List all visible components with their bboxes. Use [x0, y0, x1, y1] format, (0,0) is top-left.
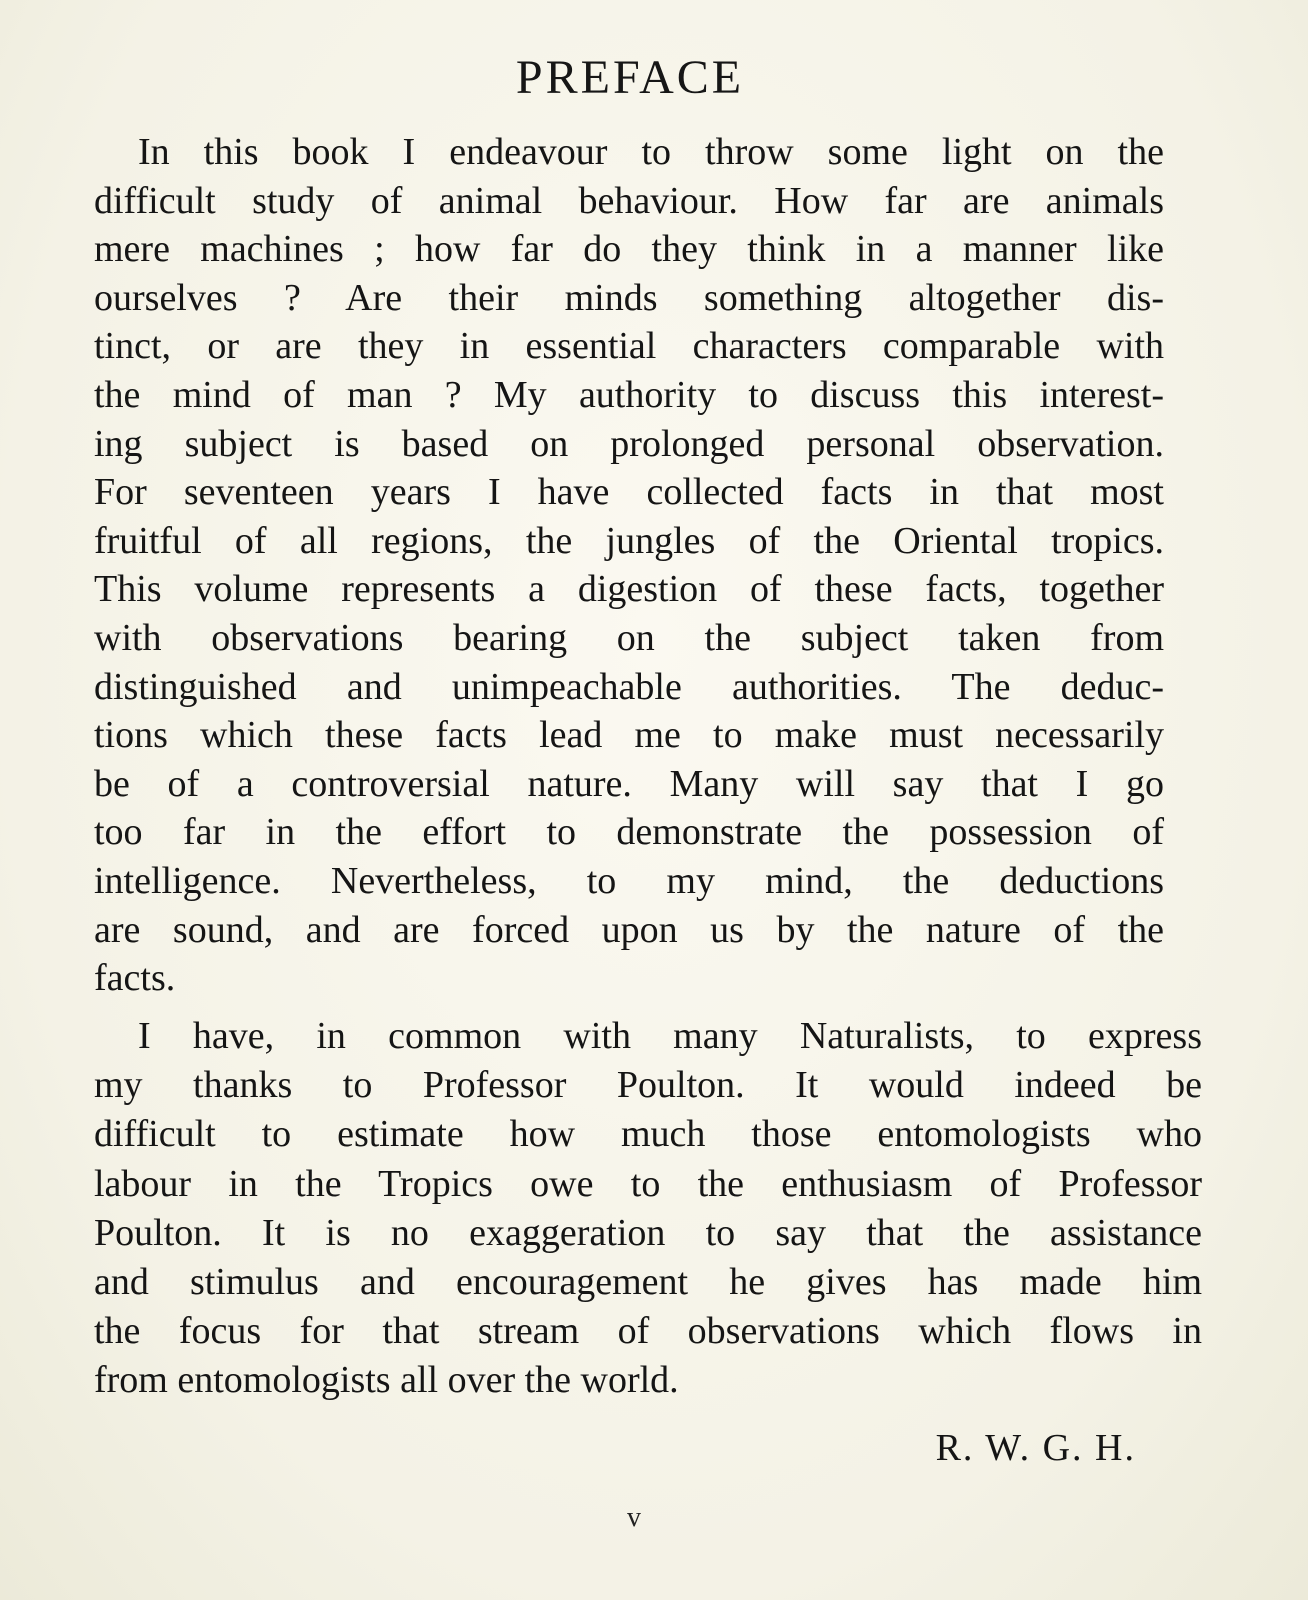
text-line: mere machines ; how far do they think in a manner like	[94, 228, 1164, 271]
author-initials: R. W. G. H.	[935, 1427, 1136, 1469]
text-line: tinct, or are they in essential characters comparable with	[94, 325, 1164, 368]
text-line: too far in the effort to demonstrate the possession of	[94, 811, 1164, 854]
text-line: ing subject is based on prolonged personal observation.	[94, 422, 1164, 465]
text-line: my thanks to Professor Poulton. It would indeed be	[94, 1064, 1202, 1107]
text-line: labour in the Tropics owe to the enthusiasm of Professor	[94, 1162, 1202, 1205]
text-line: are sound, and are forced upon us by the nature of the	[94, 908, 1164, 951]
text-line: For seventeen years I have collected facts in that most	[94, 471, 1164, 514]
text-line: from entomologists all over the world.	[94, 1359, 679, 1402]
paragraph-1	[94, 128, 1164, 1003]
text-line: ourselves ? Are their minds something altogether dis-	[94, 276, 1164, 319]
text-line: and stimulus and encouragement he gives has made him	[94, 1260, 1202, 1303]
text-line: fruitful of all regions, the jungles of the Oriental tropics.	[94, 519, 1164, 562]
text-line: be of a controversial nature. Many will say that I go	[94, 762, 1164, 805]
text-line: In this book I endeavour to throw some light on the	[138, 131, 1164, 173]
text-line: the focus for that stream of observations which flows in	[94, 1310, 1202, 1353]
text-line: I have, in common with many Naturalists, to express	[138, 1015, 1202, 1057]
text-line: facts.	[94, 957, 176, 1000]
text-line: difficult to estimate how much those entomologists who	[94, 1113, 1202, 1156]
text-line: tions which these facts lead me to make must necessarily	[94, 714, 1164, 757]
text-line: intelligence. Nevertheless, to my mind, the deductions	[94, 859, 1164, 902]
text-line: the mind of man ? My authority to discuss this interest-	[94, 373, 1164, 416]
text-line: Poulton. It is no exaggeration to say that the assistance	[94, 1211, 1202, 1254]
text-line: difficult study of animal behaviour. How far are animals	[94, 179, 1164, 222]
page-number: v	[627, 1502, 641, 1533]
text-line: with observations bearing on the subject taken from	[94, 616, 1164, 659]
page-title: PREFACE	[515, 51, 745, 104]
text-line: This volume represents a digestion of these facts, together	[94, 568, 1164, 611]
paragraph-2	[94, 1012, 1202, 1406]
text-line: distinguished and unimpeachable authorities. The deduc-	[94, 665, 1164, 708]
